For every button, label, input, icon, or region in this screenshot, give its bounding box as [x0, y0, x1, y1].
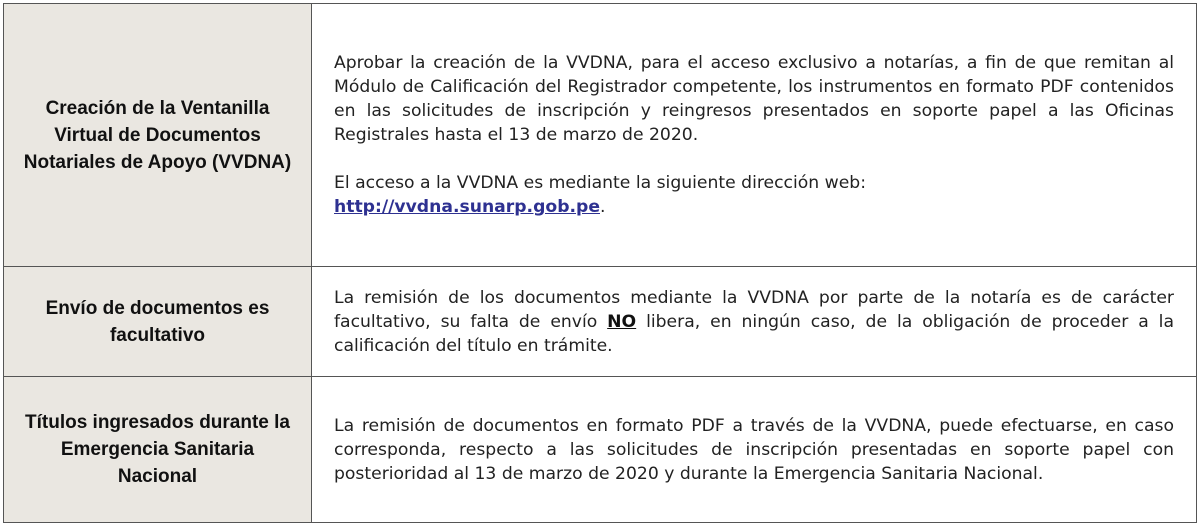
row-content-emergency-titles — [312, 377, 1197, 523]
row-label-optional-sending: Envío de documentos es facultativo — [4, 267, 312, 377]
row-label-emergency-titles: Títulos ingresados durante la Emergencia Sanitaria Nacional — [4, 377, 312, 523]
table-row-emergency-titles — [4, 377, 1197, 523]
creation-paragraph: Aprobar la creación de la VVDNA, para el acceso exclusivo a notarías, a fin de que remitan al Módulo de Calificación del Registrador competente, los instrumentos en formato PDF contenidos en las solicitudes de inscripción y reingresos presentados en soporte papel a las Oficinas Registrales hasta el 13 de marzo de 2020. — [334, 53, 1174, 145]
table-row-vvdna-creation — [4, 4, 1197, 267]
optional-text-before: La remisión de los documentos mediante la VVDNA por parte de la notaría es de carácter facultativo, su falta de envío — [334, 287, 1174, 332]
row-label-vvdna-creation: Creación de la Ventanilla Virtual de Documentos Notariales de Apoyo (VVDNA) — [4, 4, 312, 267]
optional-text-after: libera, en ningún caso, de la obligación de proceder a la calificación del título en trámite. — [334, 311, 1174, 356]
row-content-optional-sending — [312, 267, 1197, 377]
optional-sending-paragraph — [334, 286, 1174, 358]
access-text: El acceso a la VVDNA es mediante la siguiente dirección web: — [334, 173, 866, 193]
emphasis-no: NO — [607, 311, 637, 332]
link-suffix: . — [600, 197, 606, 217]
vvdna-web-link[interactable]: http://vvdna.sunarp.gob.pe — [334, 197, 600, 217]
summary-table — [3, 3, 1197, 523]
access-paragraph — [334, 171, 1174, 219]
table-row-optional-sending — [4, 267, 1197, 377]
emergency-paragraph: La remisión de documentos en formato PDF a través de la VVDNA, puede efectuarse, en caso corresponda, respecto a las solicitudes de inscripción presentadas en soporte papel con posterioridad al 13 de marzo de 2020 y durante la Emergencia Sanitaria Nacional. — [334, 415, 1174, 484]
row-content-vvdna-creation — [312, 4, 1197, 267]
